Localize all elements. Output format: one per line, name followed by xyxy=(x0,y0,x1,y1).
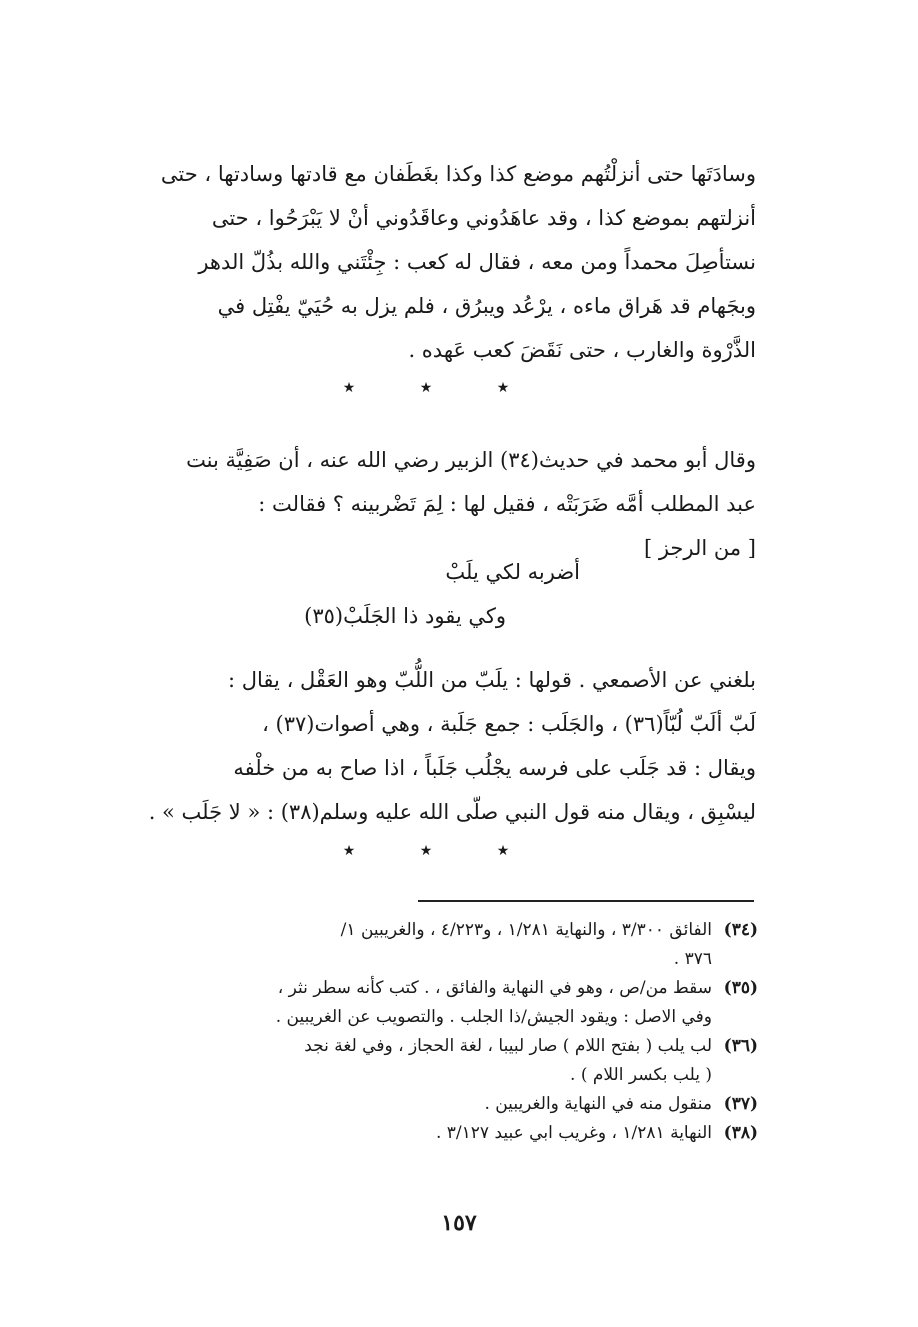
text-line: وسادَتَها حتى أنزلْتُهم موضع كذا وكذا بغَطَفان مع قادتها وسادتها ، حتى xyxy=(160,162,756,186)
footnote-text: سقط من/ص ، وهو في النهاية والفائق ، . كتب كأنه سطر نثر ، xyxy=(277,978,712,998)
paragraph-kaab-story xyxy=(96,152,756,372)
text-line: نستأصِلَ محمداً ومن معه ، فقال له كعب : جِئْتَني والله بذُلّ الدهر xyxy=(198,250,756,274)
star-icon: ★ xyxy=(496,843,510,859)
meter-note: [ من الرجز ] xyxy=(643,536,756,560)
footnote-text: النهاية ١/٢٨١ ، وغريب ابي عبيد ٣/١٢٧ . xyxy=(435,1123,712,1143)
text-line: الذَّرْوة والغارب ، حتى نَقَضَ كعب عَهده . xyxy=(408,338,756,362)
text-line: أنزلتهم بموضع كذا ، وقد عاهَدُوني وعاقَدُوني أنْ لا يَبْرَحُوا ، حتى xyxy=(211,206,756,230)
footnote-divider xyxy=(418,900,754,902)
text-line: وقال أبو محمد في حديث(٣٤) الزبير رضي الله عنه ، أن صَفِيَّة بنت xyxy=(186,448,756,472)
star-icon: ★ xyxy=(496,380,510,396)
text-line: ويقال : قد جَلَب على فرسه يجْلُب جَلَباً ، اذا صاح به من خلْفه xyxy=(233,756,756,780)
footnote-continuation: ٣٧٦ . xyxy=(673,949,712,969)
footnote-text: منقول منه في النهاية والغريبين . xyxy=(484,1094,712,1114)
footnote-continuation: وفي الاصل : ويقود الجيش/ذا الجلب . والتصويب عن الغريبين . xyxy=(275,1007,712,1027)
star-icon: ★ xyxy=(342,843,356,859)
footnote-continuation: ( يلب بكسر اللام ) . xyxy=(570,1065,712,1085)
star-icon: ★ xyxy=(419,843,433,859)
footnote-text: الفائق ٣/٣٠٠ ، والنهاية ١/٢٨١ ، و٤/٢٢٣ ، والغريبين ١/ xyxy=(340,920,712,940)
paragraph-safiyya-hadith xyxy=(96,438,756,570)
paragraph-asmai-explanation xyxy=(96,658,756,834)
footnote-number: (٣٦) xyxy=(723,1036,758,1056)
footnote-number: (٣٥) xyxy=(723,978,758,998)
footnote-number: (٣٤) xyxy=(723,920,758,940)
footnote-36 xyxy=(96,1032,758,1090)
section-separator xyxy=(96,380,756,396)
text-line: لَبّ ألَبّ لُبّاً(٣٦) ، والجَلَب : جمع جَلَبة ، وهي أصوات(٣٧) ، xyxy=(262,712,756,736)
footnote-number: (٣٨) xyxy=(723,1123,758,1143)
footnote-number: (٣٧) xyxy=(723,1094,758,1114)
verse-line-1: أضربه لكي يلَبْ xyxy=(445,560,580,584)
verse-line-2: وكي يقود ذا الجَلَبْ(٣٥) xyxy=(304,604,506,628)
star-icon: ★ xyxy=(419,380,433,396)
text-line: ليسْبِق ، ويقال منه قول النبي صلّى الله عليه وسلم(٣٨) : « لا جَلَب » . xyxy=(148,800,756,824)
footnote-37 xyxy=(96,1090,758,1119)
section-separator xyxy=(96,843,756,859)
footnote-text: لب يلب ( بفتح اللام ) صار لبيبا ، لغة الحجاز ، وفي لغة نجد xyxy=(304,1036,712,1056)
footnote-35 xyxy=(96,974,758,1032)
footnote-38 xyxy=(96,1119,758,1148)
text-line: وبجَهام قد هَراق ماءه ، يرْعُد ويبرُق ، فلم يزل به حُيَيّ يفْتِل في xyxy=(217,294,756,318)
footnote-34 xyxy=(96,916,758,974)
text-line: عبد المطلب أمَّه ضَرَبَتْه ، فقيل لها : لِمَ تَضْربينه ؟ فقالت : xyxy=(258,492,756,516)
text-line: بلغني عن الأصمعي . قولها : يلَبّ من اللُّبّ وهو العَقْل ، يقال : xyxy=(228,668,756,692)
footnotes xyxy=(96,916,758,1148)
star-icon: ★ xyxy=(342,380,356,396)
page-number: ١٥٧ xyxy=(441,1210,477,1236)
